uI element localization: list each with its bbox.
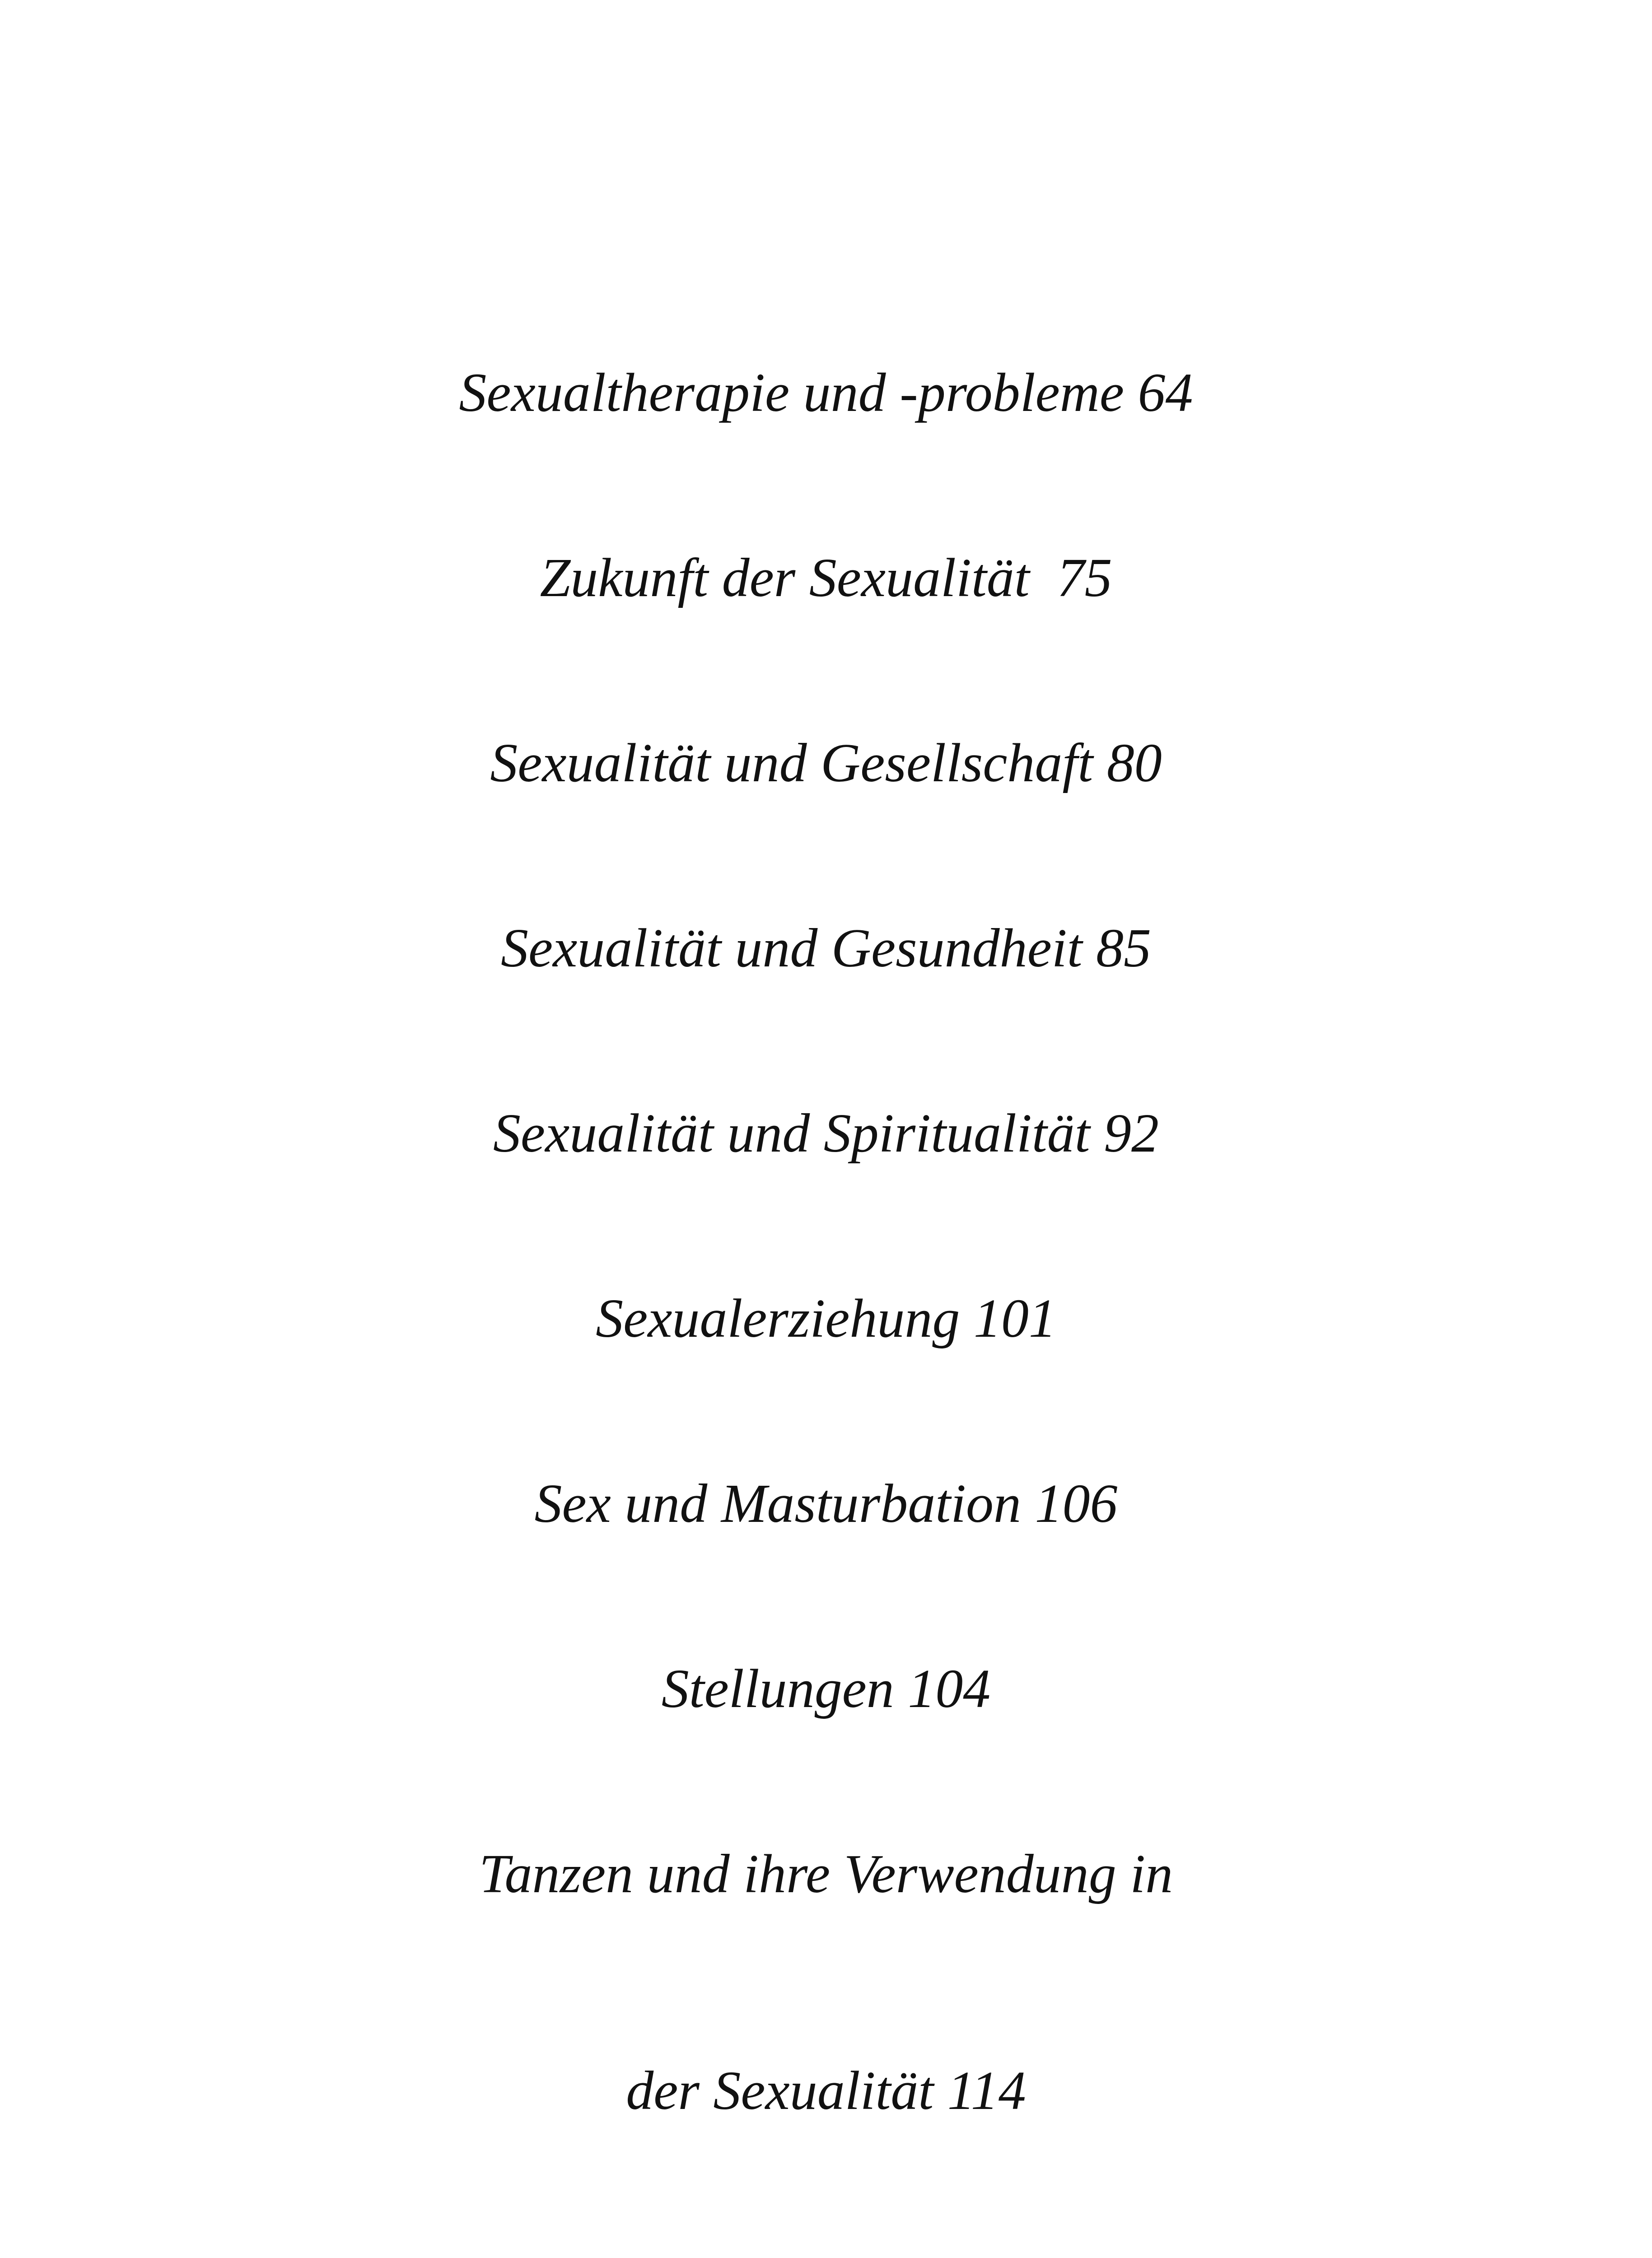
toc-entry-text: Sexualität und Spiritualität 92 [493, 1103, 1159, 1164]
toc-entry-text: Sexualität und Gesellschaft 80 [490, 732, 1162, 793]
toc-entry-text: Stellungen 104 [661, 1658, 991, 1719]
toc-entry-text: Sexualität und Gesundheit 85 [500, 918, 1152, 979]
toc-entry-text-line2: der Sexualität 114 [626, 2060, 1026, 2121]
toc-entry-text: Sexualerziehung 101 [596, 1288, 1056, 1349]
toc-entry-text: Sexualtherapie und -probleme 64 [459, 362, 1193, 423]
toc-entry-text: Sex und Masturbation 106 [534, 1473, 1118, 1534]
toc-entry-text: Zukunft der Sexualität 75 [540, 547, 1112, 608]
toc-entry [0, 1694, 1652, 2258]
toc-entry-text-line1: Tanzen und ihre Verwendung in [479, 1843, 1173, 1904]
